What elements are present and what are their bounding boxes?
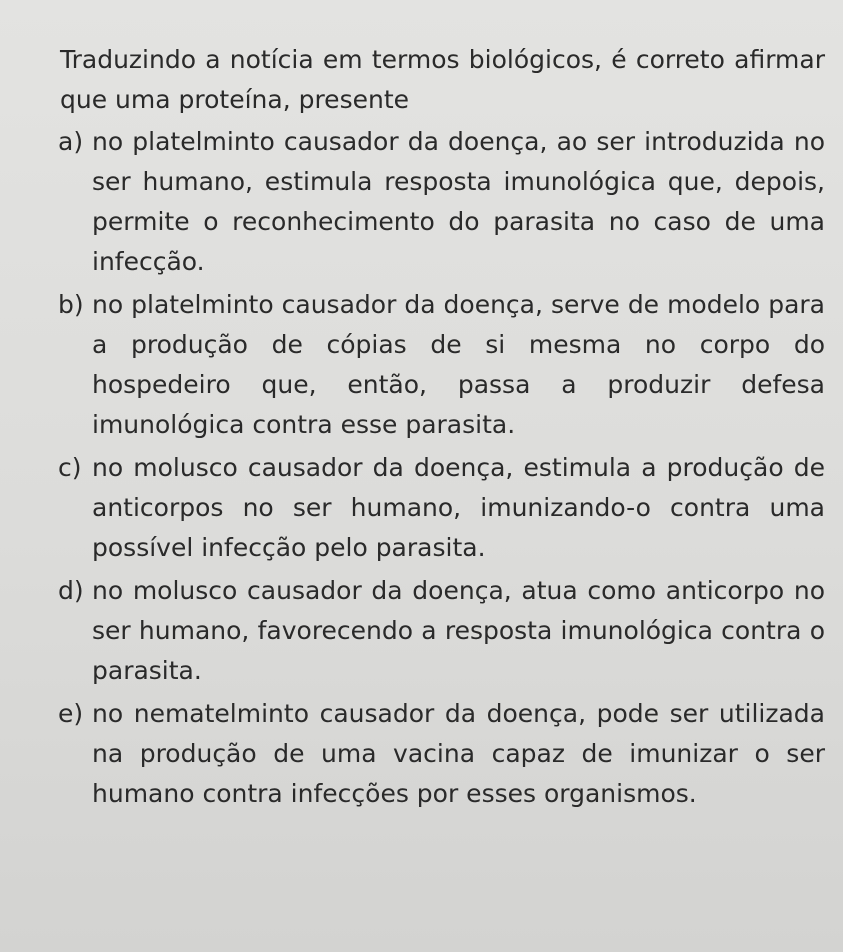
- option-e: [60, 694, 825, 814]
- option-text: no molusco causador da doença, atua como anticorpo no ser humano, favorecendo a resposta imunológica contra o parasita.: [92, 576, 825, 685]
- option-letter: d): [58, 576, 84, 605]
- answer-options: [60, 122, 825, 814]
- option-d: [60, 571, 825, 691]
- option-a: [60, 122, 825, 282]
- option-c: [60, 448, 825, 568]
- option-letter: c): [58, 453, 82, 482]
- option-letter: b): [58, 290, 84, 319]
- option-text: no platelminto causador da doença, serve de modelo para a produção de cópias de si mesma no corpo do hospedeiro que, então, passa a produzir defesa imunológica contra esse parasita.: [92, 290, 825, 439]
- option-text: no nematelminto causador da doença, pode ser utilizada na produção de uma vacina capaz de imunizar o ser humano contra infecções por esses organismos.: [92, 699, 825, 808]
- option-text: no molusco causador da doença, estimula a produção de anticorpos no ser humano, imunizando-o contra uma possível infecção pelo parasita.: [92, 453, 825, 562]
- question-stem: Traduzindo a notícia em termos biológicos, é correto afirmar que uma proteína, presente: [60, 45, 825, 114]
- option-text: no platelminto causador da doença, ao ser introduzida no ser humano, estimula resposta imunológica que, depois, permite o reconhecimento do parasita no caso de uma infecção.: [92, 127, 825, 276]
- option-letter: a): [58, 127, 84, 156]
- option-letter: e): [58, 699, 84, 728]
- option-b: [60, 285, 825, 445]
